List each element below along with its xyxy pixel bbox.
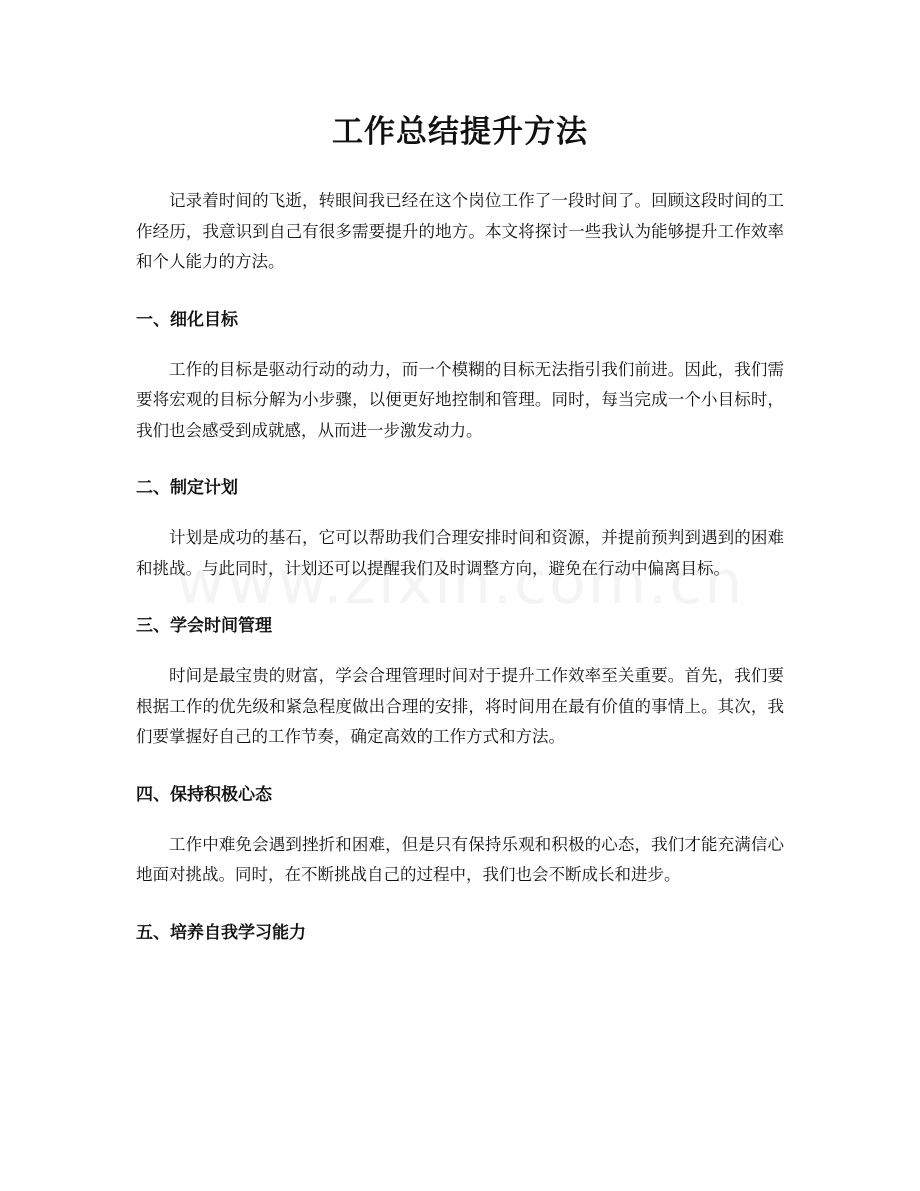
section-body-3: 时间是最宝贵的财富，学会合理管理时间对于提升工作效率至关重要。首先，我们要根据工作的优先级和紧急程度做出合理的安排，将时间用在最有价值的事情上。其次，我们要掌握好自己的工作节奏，确定高效的工作方式和方法。 (136, 666, 784, 746)
section-heading-3: 三、学会时间管理 (136, 616, 272, 636)
intro-paragraph: 记录着时间的飞逝，转眼间我已经在这个岗位工作了一段时间了。回顾这段时间的工作经历，我意识到自己有很多需要提升的地方。本文将探讨一些我认为能够提升工作效率和个人能力的方法。 (136, 191, 784, 271)
section-heading-4: 四、保持积极心态 (136, 784, 272, 805)
section-body-2: 计划是成功的基石，它可以帮助我们合理安排时间和资源，并提前预判到遇到的困难和挑战。与此同时，计划还可以提醒我们及时调整方向，避免在行动中偏离目标。 (136, 528, 784, 578)
section-heading-2: 二、制定计划 (136, 478, 238, 498)
section-body-4: 工作中难免会遇到挫折和困难，但是只有保持乐观和积极的心态，我们才能充满信心地面对挑战。同时，在不断挑战自己的过程中，我们也会不断成长和进步。 (136, 834, 784, 884)
section-body-1: 工作的目标是驱动行动的动力，而一个模糊的目标无法指引我们前进。因此，我们需要将宏观的目标分解为小步骤，以便更好地控制和管理。同时，每当完成一个小目标时，我们也会感受到成就感，从而进一步激发动力。 (136, 359, 784, 440)
section-heading-1: 一、细化目标 (136, 309, 238, 330)
section-heading-5: 五、培养自我学习能力 (136, 922, 306, 943)
document-title: 工作总结提升方法 (332, 114, 588, 150)
